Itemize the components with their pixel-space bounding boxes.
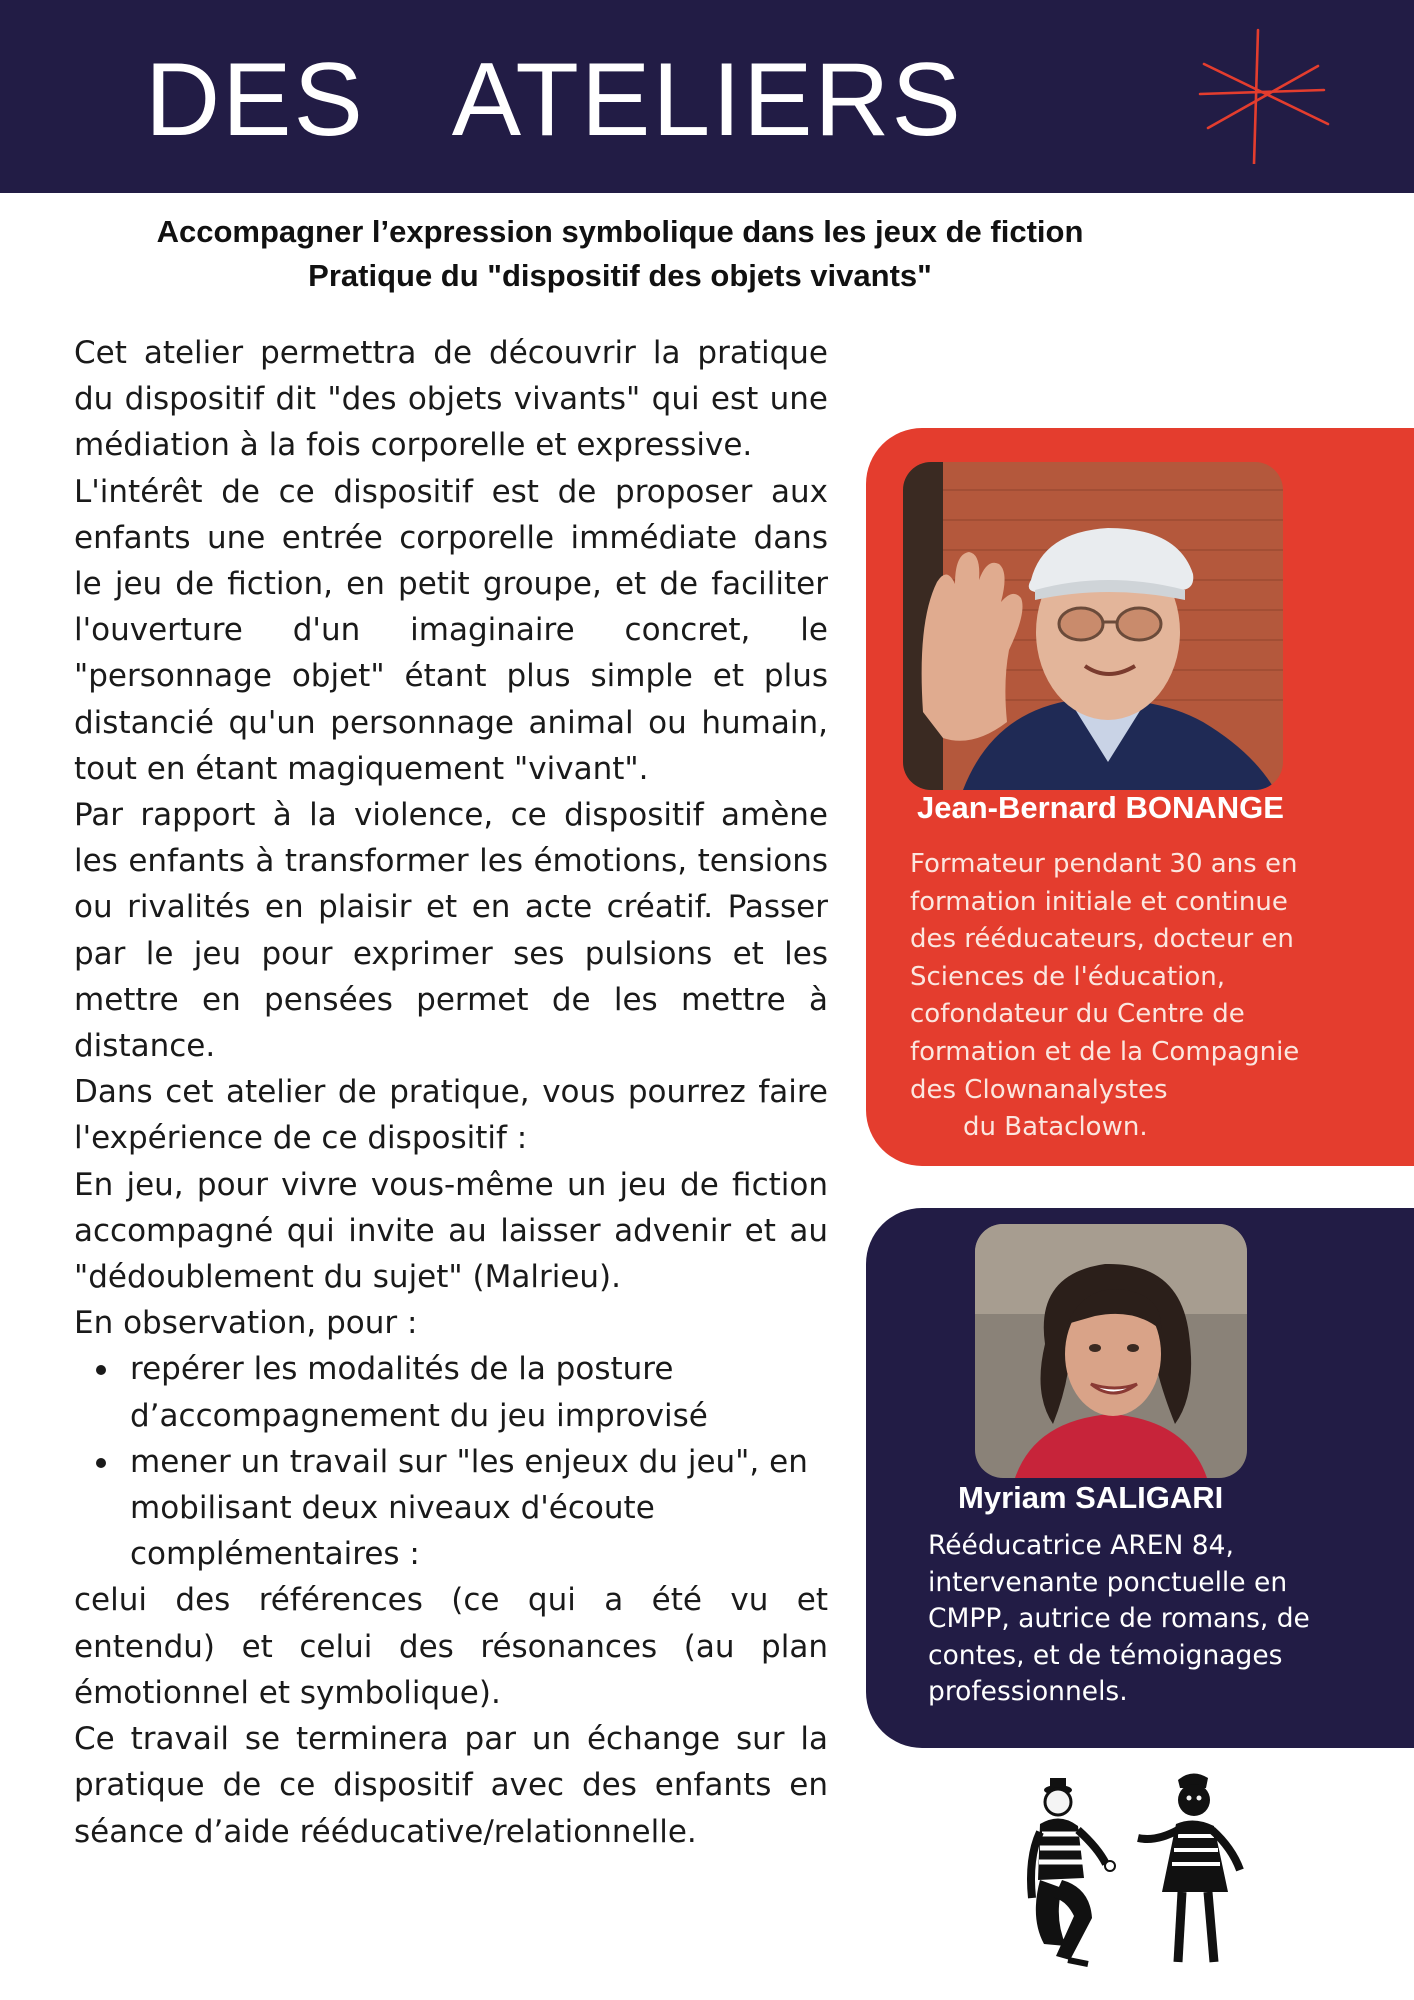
speaker-photo-saligari [975, 1224, 1247, 1478]
paragraph-conclusion: Ce travail se terminera par un échange sur la pratique de ce dispositif avec des enfants en séance d’aide rééducative/relationnelle. [74, 1721, 828, 1850]
workshop-subtitle [60, 210, 1180, 298]
list-item: repérer les modalités de la posture d’accompagnement du jeu improvisé [130, 1346, 828, 1438]
paragraph-practice: Dans cet atelier de pratique, vous pourrez faire l'expérience de ce dispositif : [74, 1074, 828, 1157]
subtitle-line-1: Accompagner l’expression symbolique dans les jeux de fiction [156, 214, 1084, 249]
crouching-mime-figure [1031, 1778, 1115, 1964]
paragraph-intro: Cet atelier permettra de découvrir la pratique du dispositif dit "des objets vivants" qui est une médiation à la fois corporelle et expressive. [74, 335, 828, 464]
paragraph-references: celui des références (ce qui a été vu et entendu) et celui des résonances (au plan émotionnel et symbolique). [74, 1582, 828, 1711]
speaker-photo-bonange [903, 462, 1283, 790]
subtitle-line-2: Pratique du "dispositif des objets vivants" [308, 258, 932, 293]
asterisk-star-icon [1192, 24, 1332, 164]
observation-list [74, 1346, 828, 1577]
page-title: DES ATELIERS [145, 42, 963, 158]
header-banner [0, 0, 1414, 193]
speaker-bio-saligari: Rééducatrice AREN 84, intervenante ponctuelle en CMPP, autrice de romans, de contes, et de témoignages professionnels. [928, 1530, 1310, 1707]
paragraph-interest: L'intérêt de ce dispositif est de proposer aux enfants une entrée corporelle immédiate dans le jeu de fiction, en petit groupe, et de faciliter l'ouverture d'un imaginaire concret, le "personnage objet" étant plus simple et plus distancié qu'un personnage animal ou humain, tout en étant magiquement "vivant". [74, 473, 828, 787]
paragraph-violence: Par rapport à la violence, ce dispositif amène les enfants à transformer les émotions, tensions ou rivalités en plaisir et en acte créatif. Passer par le jeu pour exprimer ses pulsions et les mettre en pensées permet de les mettre à distance. [74, 797, 828, 1065]
speaker-name-bonange: Jean-Bernard BONANGE [917, 790, 1284, 825]
speaker-bio-bonange: Formateur pendant 30 ans en formation initiale et continue des rééducateurs, docteur en Sciences de l'éducation, cofondateur du Centre de formation et de la Compagnie des Clownanalystes du Bataclown. [910, 849, 1300, 1143]
standing-mime-figure [1138, 1773, 1240, 1962]
speaker-name-saligari: Myriam SALIGARI [958, 1480, 1224, 1515]
paragraph-play: En jeu, pour vivre vous-même un jeu de fiction accompagné qui invite au laisser advenir et au "dédoublement du sujet" (Malrieu). [74, 1166, 828, 1296]
mime-illustration [1010, 1768, 1280, 1972]
paragraph-observation: En observation, pour : [74, 1305, 418, 1342]
list-item: mener un travail sur "les enjeux du jeu", en mobilisant deux niveaux d'écoute complémentaires : [130, 1439, 828, 1578]
workshop-description [74, 330, 828, 1855]
